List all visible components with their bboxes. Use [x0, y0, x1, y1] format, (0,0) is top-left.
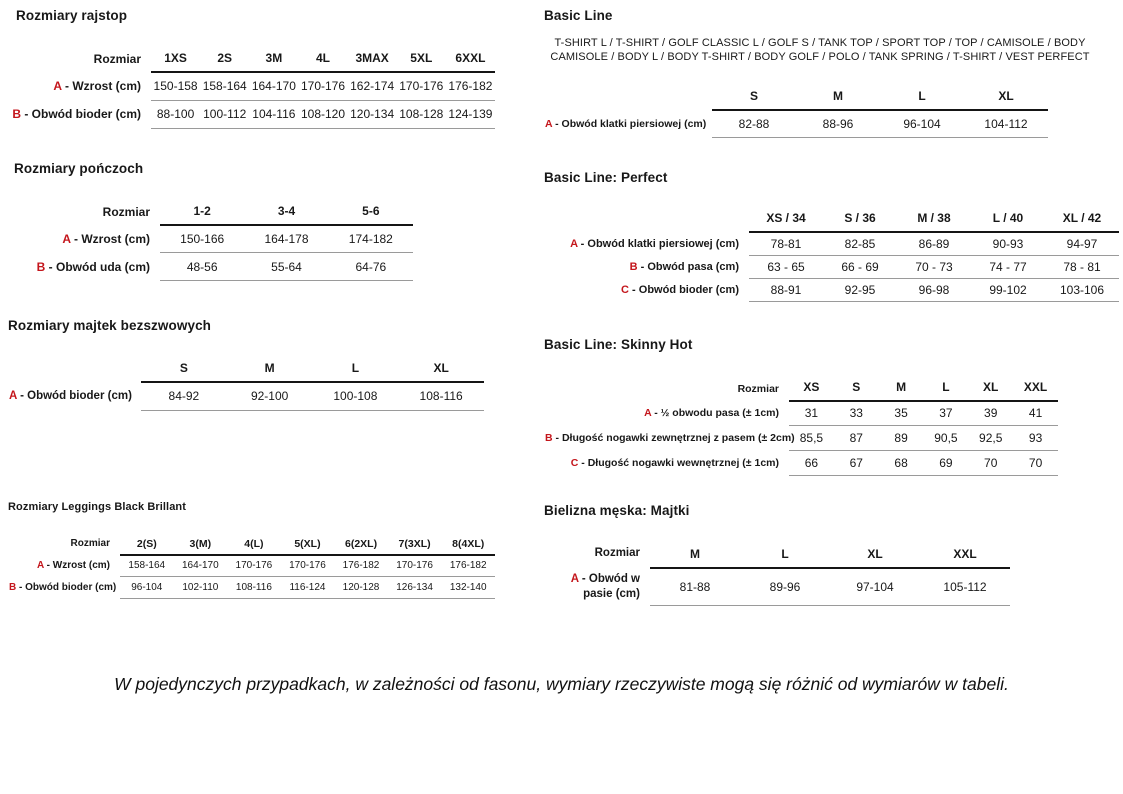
table-row	[544, 401, 1058, 426]
table-block-perfect	[544, 170, 1123, 302]
size-value: 162-174	[348, 72, 397, 100]
table-row	[8, 253, 413, 281]
size-value: 108-116	[227, 577, 281, 599]
size-value: 100-112	[200, 100, 249, 128]
size-value: 100-108	[313, 382, 399, 410]
size-value: 170-176	[281, 555, 335, 577]
column-header-0: 1-2	[160, 204, 244, 225]
column-header-2: L	[880, 89, 964, 110]
size-value: 150-166	[160, 225, 244, 253]
column-header-3: L / 40	[971, 211, 1045, 232]
size-table-skinnyhot	[544, 380, 1058, 477]
table-block-skinnyhot	[544, 337, 1123, 477]
size-value: 63 - 65	[749, 255, 823, 278]
row-label-text: Obwód klatki piersiowej (cm)	[561, 117, 707, 130]
size-value: 74 - 77	[971, 255, 1045, 278]
measure-letter: A	[53, 79, 62, 93]
row-label-text: Obwód uda (cm)	[56, 259, 150, 274]
size-value: 92-100	[227, 382, 313, 410]
size-value: 158-164	[200, 72, 249, 100]
corner-label: Rozmiar	[70, 537, 110, 549]
row-label-text: Wzrost (cm)	[81, 231, 150, 246]
right-column	[544, 8, 1123, 606]
table-row	[8, 382, 484, 410]
table-block-basicline	[544, 8, 1123, 138]
row-label: C - Obwód bioder (cm)	[621, 283, 739, 296]
column-header-2: M	[879, 380, 924, 401]
column-header-0: S	[712, 89, 796, 110]
corner-label: Rozmiar	[93, 52, 141, 66]
column-header-5: 5XL	[397, 51, 446, 72]
row-label-text: Długość nogawki wewnętrznej (± 1cm)	[587, 457, 779, 470]
column-header-3: XL	[964, 89, 1048, 110]
corner-label: Rozmiar	[737, 382, 779, 395]
column-header-0: 1XS	[151, 51, 200, 72]
row-label-text: Obwód bioder (cm)	[31, 107, 141, 121]
size-value: 176-182	[446, 72, 495, 100]
table-row	[544, 255, 1119, 278]
size-value: 92-95	[823, 278, 897, 301]
size-value: 164-170	[174, 555, 228, 577]
size-value: 48-56	[160, 253, 244, 281]
measure-letter: B	[629, 260, 638, 273]
column-header-4: 3MAX	[348, 51, 397, 72]
size-value: 164-170	[249, 72, 298, 100]
size-value: 108-128	[397, 100, 446, 128]
size-value: 88-100	[151, 100, 200, 128]
row-label-text: Obwód bioder (cm)	[27, 390, 132, 402]
table-block-majtek	[8, 318, 508, 411]
row-label: A - Wzrost (cm)	[53, 79, 141, 93]
table-block-ponczoch	[8, 161, 508, 282]
measure-letter: C	[570, 457, 579, 470]
table-title-majtki: Bielizna męska: Majtki	[544, 503, 690, 519]
size-value: 124-139	[446, 100, 495, 128]
column-header-0: XS / 34	[749, 211, 823, 232]
measure-letter: B	[545, 432, 553, 445]
table-row	[8, 555, 495, 577]
row-label-text: ½ obwodu pasa (± 1cm)	[660, 407, 779, 420]
size-value: 126-134	[388, 577, 442, 599]
size-value: 81-88	[650, 568, 740, 606]
size-table-majtki	[558, 544, 1010, 606]
column-header-1: L	[740, 544, 830, 568]
size-value: 96-98	[897, 278, 971, 301]
column-header-4: XL / 42	[1045, 211, 1119, 232]
size-value: 170-176	[388, 555, 442, 577]
size-value: 70	[968, 451, 1013, 476]
row-label-text: Obwód pasa (cm)	[647, 260, 739, 273]
size-value: 94-97	[1045, 232, 1119, 255]
size-value: 70 - 73	[897, 255, 971, 278]
row-label: A - Obwód bioder (cm)	[9, 390, 132, 402]
size-value: 90-93	[971, 232, 1045, 255]
corner-label: Rozmiar	[102, 204, 150, 219]
table-block-rajstop	[8, 8, 508, 129]
size-value: 78-81	[749, 232, 823, 255]
measure-letter: A	[62, 231, 71, 246]
left-column	[8, 8, 508, 599]
corner-label	[544, 89, 712, 110]
column-header-1: 2S	[200, 51, 249, 72]
size-value: 132-140	[441, 577, 495, 599]
size-value: 116-124	[281, 577, 335, 599]
size-value: 68	[879, 451, 924, 476]
column-header-0: XS	[789, 380, 834, 401]
footnote: W pojedynczych przypadkach, w zależności od fasonu, wymiary rzeczywiste mogą się różnić od wymiarów w tabeli.	[114, 674, 1009, 695]
size-value: 170-176	[397, 72, 446, 100]
size-value: 90,5	[923, 426, 968, 451]
table-row	[8, 225, 413, 253]
column-header-0: M	[650, 544, 740, 568]
size-value: 158-164	[120, 555, 174, 577]
row-label: A - Obwód klatki piersiowej (cm)	[545, 117, 707, 130]
corner-label: Rozmiar	[594, 547, 640, 560]
table-title-perfect: Basic Line: Perfect	[544, 170, 668, 186]
row-label-text: Wzrost (cm)	[52, 560, 110, 571]
size-table-leggings	[8, 537, 495, 600]
table-title-leggings: Rozmiary Leggings Black Brillant	[8, 500, 187, 513]
size-value: 66 - 69	[823, 255, 897, 278]
column-header-2: 3M	[249, 51, 298, 72]
size-value: 120-128	[334, 577, 388, 599]
row-label-text: Obwód klatki piersiowej (cm)	[587, 237, 739, 250]
table-block-leggings	[8, 501, 508, 600]
size-value: 176-182	[441, 555, 495, 577]
row-label: A - Wzrost (cm)	[62, 231, 150, 246]
size-value: 67	[834, 451, 879, 476]
measure-letter: A	[570, 237, 578, 250]
table-row	[8, 577, 495, 599]
table-title-rajstop: Rozmiary rajstop	[16, 8, 128, 23]
table-block-majtki	[544, 503, 1123, 606]
row-label: A - Wzrost (cm)	[37, 560, 110, 571]
size-value: 120-134	[348, 100, 397, 128]
size-value: 82-85	[823, 232, 897, 255]
row-label-text: Obwód bioder (cm)	[638, 283, 739, 296]
size-value: 70	[1013, 451, 1058, 476]
column-header-3: 4L	[298, 51, 347, 72]
size-value: 37	[923, 401, 968, 426]
size-value: 55-64	[244, 253, 328, 281]
size-table-perfect	[544, 211, 1119, 302]
column-header-5: XXL	[1013, 380, 1058, 401]
size-value: 86-89	[897, 232, 971, 255]
measure-letter: B	[36, 259, 46, 274]
size-value: 150-158	[151, 72, 200, 100]
size-value: 82-88	[712, 110, 796, 138]
product-list: T-SHIRT L / T-SHIRT / GOLF CLASSIC L / GOLF S / TANK TOP / SPORT TOP / TOP / CAMISOLE / BODY CAMISOLE / BODY L / BODY T-SHIRT / BODY GOLF / POLO / TANK SPRING / T-SHIRT / VEST PERFECT	[550, 37, 1090, 64]
column-header-0: 2(S)	[120, 537, 174, 555]
header-row	[544, 89, 1048, 110]
header-row	[8, 204, 413, 225]
table-row	[544, 110, 1048, 138]
size-value: 35	[879, 401, 924, 426]
size-value: 93	[1013, 426, 1058, 451]
measure-letter: A	[545, 117, 553, 130]
column-header-2: M / 38	[897, 211, 971, 232]
size-table-ponczoch	[8, 204, 413, 282]
size-value: 108-120	[298, 100, 347, 128]
column-header-2: 4(L)	[227, 537, 281, 555]
column-header-4: XL	[968, 380, 1013, 401]
size-value: 69	[923, 451, 968, 476]
size-value: 87	[834, 426, 879, 451]
table-row	[8, 100, 495, 128]
size-value: 104-116	[249, 100, 298, 128]
column-header-4: 6(2XL)	[334, 537, 388, 555]
column-header-0: S	[141, 361, 227, 382]
size-value: 102-110	[174, 577, 228, 599]
row-label: B - Obwód uda (cm)	[36, 259, 150, 274]
column-header-1: M	[796, 89, 880, 110]
table-title-ponczoch: Rozmiary pończoch	[14, 160, 144, 176]
size-value: 92,5	[968, 426, 1013, 451]
size-value: 39	[968, 401, 1013, 426]
size-value: 164-178	[244, 225, 328, 253]
column-header-6: 8(4XL)	[441, 537, 495, 555]
row-label-text: Obwód w pasie (cm)	[583, 572, 640, 601]
measure-letter: A	[644, 407, 652, 420]
size-value: 89	[879, 426, 924, 451]
size-value: 176-182	[334, 555, 388, 577]
table-row	[544, 426, 1058, 451]
measure-letter: A	[9, 390, 17, 402]
measure-letter: A	[570, 572, 579, 585]
column-header-1: 3(M)	[174, 537, 228, 555]
measure-letter: A	[37, 560, 44, 571]
size-table-majtek	[8, 361, 484, 411]
size-value: 66	[789, 451, 834, 476]
header-row	[8, 537, 495, 555]
column-header-2: L	[313, 361, 399, 382]
size-value: 89-96	[740, 568, 830, 606]
column-header-3: XL	[398, 361, 484, 382]
column-header-3: L	[923, 380, 968, 401]
size-value: 88-96	[796, 110, 880, 138]
tables-area	[8, 8, 1115, 606]
column-header-1: S	[834, 380, 879, 401]
row-label: B - Obwód pasa (cm)	[629, 260, 739, 273]
row-label-text: Wzrost (cm)	[72, 79, 141, 93]
corner-label	[544, 211, 749, 232]
table-row	[8, 72, 495, 100]
row-label-text: Obwód bioder (cm)	[25, 582, 117, 593]
size-table-rajstop	[8, 51, 495, 129]
size-value: 96-104	[880, 110, 964, 138]
row-label-text: Długość nogawki zewnętrznej z pasem (± 2cm)	[561, 432, 795, 445]
table-title-basicline: Basic Line	[544, 8, 613, 23]
corner-label	[8, 361, 141, 382]
size-value: 78 - 81	[1045, 255, 1119, 278]
size-value: 170-176	[298, 72, 347, 100]
row-label: C - Długość nogawki wewnętrznej (± 1cm)	[570, 457, 779, 470]
column-header-1: 3-4	[244, 204, 328, 225]
size-value: 103-106	[1045, 278, 1119, 301]
measure-letter: C	[621, 283, 629, 296]
size-table-basicline	[544, 89, 1048, 139]
size-value: 108-116	[398, 382, 484, 410]
header-row	[544, 211, 1119, 232]
header-row	[558, 544, 1010, 568]
column-header-2: XL	[830, 544, 920, 568]
size-value: 174-182	[329, 225, 413, 253]
column-header-1: S / 36	[823, 211, 897, 232]
table-row	[558, 568, 1010, 606]
size-value: 105-112	[920, 568, 1010, 606]
column-header-1: M	[227, 361, 313, 382]
column-header-6: 6XXL	[446, 51, 495, 72]
column-header-5: 7(3XL)	[388, 537, 442, 555]
size-value: 41	[1013, 401, 1058, 426]
table-row	[544, 278, 1119, 301]
header-row	[8, 51, 495, 72]
header-row	[8, 361, 484, 382]
size-value: 97-104	[830, 568, 920, 606]
row-label: A - ½ obwodu pasa (± 1cm)	[644, 407, 779, 420]
row-label: A - Obwód w pasie (cm)	[570, 572, 640, 601]
row-label: B - Obwód bioder (cm)	[9, 582, 117, 593]
size-value: 31	[789, 401, 834, 426]
size-value: 104-112	[964, 110, 1048, 138]
size-value: 84-92	[141, 382, 227, 410]
column-header-3: 5(XL)	[281, 537, 335, 555]
measure-letter: B	[9, 582, 17, 593]
row-label: B - Obwód bioder (cm)	[12, 107, 141, 121]
table-title-skinnyhot: Basic Line: Skinny Hot	[544, 336, 693, 352]
measure-letter: B	[12, 107, 21, 121]
size-value: 99-102	[971, 278, 1045, 301]
size-value: 33	[834, 401, 879, 426]
size-value: 88-91	[749, 278, 823, 301]
column-header-3: XXL	[920, 544, 1010, 568]
table-title-majtek: Rozmiary majtek bezszwowych	[8, 318, 212, 333]
row-label: A - Obwód klatki piersiowej (cm)	[570, 237, 739, 250]
size-value: 96-104	[120, 577, 174, 599]
size-value: 64-76	[329, 253, 413, 281]
size-value: 85,5	[789, 426, 834, 451]
table-row	[544, 232, 1119, 255]
row-label: B - Długość nogawki zewnętrznej z pasem (± 2cm)	[545, 432, 795, 445]
column-header-2: 5-6	[329, 204, 413, 225]
size-value: 170-176	[227, 555, 281, 577]
table-row	[544, 451, 1058, 476]
header-row	[544, 380, 1058, 401]
